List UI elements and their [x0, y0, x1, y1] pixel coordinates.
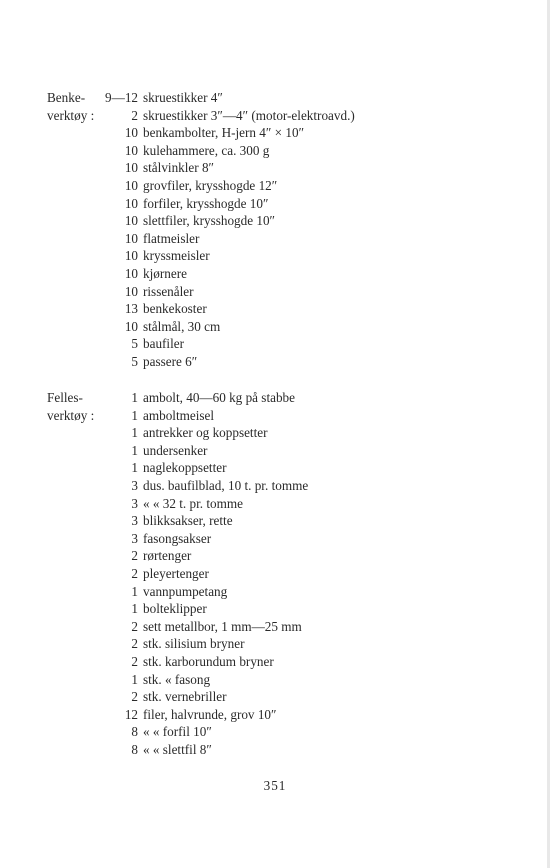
page-number: 351	[263, 778, 287, 793]
item-description: stk. « fasong	[143, 671, 211, 687]
item-description: kulehammere, ca. 300 g	[143, 142, 270, 158]
item-quantity: 1	[131, 671, 138, 687]
item-description: skruestikker 3″—4″ (motor-elektroavd.)	[143, 107, 355, 123]
item-quantity: 2	[131, 565, 138, 581]
item-quantity: 2	[131, 653, 138, 669]
item-quantity: 8	[131, 741, 138, 757]
item-quantity: 1	[131, 425, 138, 441]
item-quantity: 1	[131, 583, 138, 599]
item-quantity: 1	[131, 601, 138, 617]
item-description: forfiler, krysshogde 10″	[143, 195, 269, 211]
section-label-line2: verktøy :	[47, 407, 95, 423]
item-description: benkekoster	[143, 301, 207, 317]
item-description: « « slettfil 8″	[143, 741, 212, 757]
item-description: undersenker	[143, 442, 208, 458]
item-description: pleyertenger	[143, 565, 209, 581]
item-quantity: 10	[124, 248, 138, 264]
item-description: bolteklipper	[143, 601, 207, 617]
item-quantity: 10	[124, 213, 138, 229]
item-quantity: 10	[124, 125, 138, 141]
item-description: « « 32 t. pr. tomme	[143, 495, 244, 511]
item-description: stk. silisium bryner	[143, 636, 245, 652]
item-description: stk. karborundum bryner	[143, 653, 274, 669]
item-quantity: 3	[131, 513, 138, 529]
item-quantity: 1	[131, 390, 138, 405]
item-description: vannpumpetang	[143, 583, 228, 599]
item-quantity: 10	[124, 265, 138, 281]
item-quantity: 2	[131, 107, 138, 123]
item-quantity: 3	[131, 530, 138, 546]
item-quantity: 10	[124, 142, 138, 158]
item-description: stk. vernebriller	[143, 689, 227, 705]
item-quantity: 3	[131, 495, 138, 511]
item-description: dus. baufilblad, 10 t. pr. tomme	[143, 477, 309, 493]
item-quantity: 1	[131, 407, 138, 423]
item-description: fasongsakser	[143, 530, 212, 546]
item-description: amboltmeisel	[143, 407, 215, 423]
item-description: « « forfil 10″	[143, 724, 212, 740]
item-description: filer, halvrunde, grov 10″	[143, 706, 277, 722]
item-description: rørtenger	[143, 548, 192, 564]
item-quantity: 10	[124, 318, 138, 334]
item-description: baufiler	[143, 336, 185, 352]
item-description: antrekker og koppsetter	[143, 425, 268, 441]
item-quantity: 2	[131, 548, 138, 564]
section-label-line2: verktøy :	[47, 107, 95, 123]
item-description: stålvinkler 8″	[143, 160, 215, 176]
item-description: slettfiler, krysshogde 10″	[143, 213, 276, 229]
item-description: kryssmeisler	[143, 248, 210, 264]
item-description: flatmeisler	[143, 230, 200, 246]
item-quantity: 2	[131, 689, 138, 705]
item-description: skruestikker 4″	[143, 90, 223, 105]
item-quantity: 10	[124, 230, 138, 246]
item-quantity: 9—12	[105, 90, 138, 105]
item-quantity: 1	[131, 460, 138, 476]
item-description: blikksakser, rette	[143, 513, 233, 529]
item-description: stålmål, 30 cm	[143, 318, 221, 334]
item-description: grovfiler, krysshogde 12″	[143, 177, 278, 193]
item-quantity: 2	[131, 636, 138, 652]
item-description: naglekoppsetter	[143, 460, 227, 476]
item-quantity: 2	[131, 618, 138, 634]
item-description: benkambolter, H-jern 4″ × 10″	[143, 125, 305, 141]
item-quantity: 10	[124, 195, 138, 211]
section-label-line1: Felles-	[47, 390, 83, 405]
section-label-line1: Benke-	[47, 90, 86, 105]
item-quantity: 1	[131, 442, 138, 458]
item-description: kjørnere	[143, 265, 187, 281]
item-quantity: 12	[124, 706, 138, 722]
item-quantity: 10	[124, 177, 138, 193]
item-quantity: 3	[131, 477, 138, 493]
item-quantity: 8	[131, 724, 138, 740]
item-quantity: 13	[124, 301, 138, 317]
item-quantity: 10	[124, 283, 138, 299]
item-description: rissenåler	[143, 283, 194, 299]
item-quantity: 10	[124, 160, 138, 176]
item-description: sett metallbor, 1 mm—25 mm	[143, 618, 302, 634]
item-quantity: 5	[131, 336, 138, 352]
item-quantity: 5	[131, 353, 138, 369]
item-description: ambolt, 40—60 kg på stabbe	[143, 390, 295, 405]
item-description: passere 6″	[143, 353, 198, 369]
